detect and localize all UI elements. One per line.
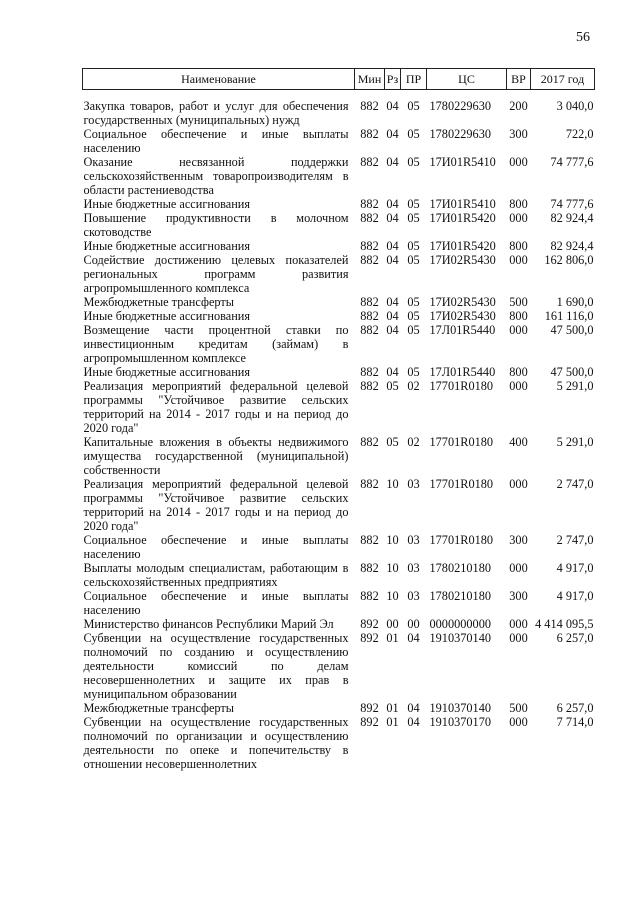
row-amount-cell: 3 040,0	[556, 99, 594, 113]
row-pr-cell: 04	[407, 715, 420, 729]
row-name-cell: Содействие достижению целевых показателей региональных программ развития агропромышленного комплекса	[83, 253, 349, 295]
row-pr-cell: 05	[407, 127, 420, 141]
row-pr-cell: 05	[407, 155, 420, 169]
row-pr-cell: 05	[407, 211, 420, 225]
row-name-cell: Социальное обеспечение и иные выплаты населению	[83, 589, 349, 617]
row-amount-cell: 6 257,0	[556, 701, 594, 715]
row-name-cell: Повышение продуктивности в молочном скотоводстве	[83, 211, 349, 239]
row-pr-cell: 05	[407, 323, 420, 337]
row-vr-cell: 800	[509, 239, 528, 253]
row-rz-cell: 00	[386, 617, 399, 631]
row-min-cell: 882	[360, 211, 379, 225]
row-amount-cell: 47 500,0	[550, 365, 594, 379]
row-rz-cell: 04	[386, 127, 399, 141]
row-min-cell: 882	[360, 253, 379, 267]
row-vr-cell: 300	[509, 127, 528, 141]
row-amount-cell: 4 917,0	[556, 561, 594, 575]
table-row	[83, 701, 595, 715]
header-year: 2017 год	[531, 69, 595, 90]
row-vr-cell: 000	[509, 211, 528, 225]
table-row	[83, 365, 595, 379]
row-cs-cell: 17Л01R5440	[429, 323, 496, 337]
row-vr-cell: 000	[509, 477, 528, 491]
row-vr-cell: 000	[509, 253, 528, 267]
row-vr-cell: 000	[509, 561, 528, 575]
row-min-cell: 882	[360, 99, 379, 113]
row-vr-cell: 800	[509, 197, 528, 211]
header-cs: ЦС	[427, 69, 507, 90]
table-row	[83, 90, 595, 128]
row-vr-cell: 000	[509, 631, 528, 645]
row-vr-cell: 000	[509, 715, 528, 729]
row-cs-cell: 17И01R5420	[429, 239, 496, 253]
row-min-cell: 882	[360, 379, 379, 393]
row-rz-cell: 10	[386, 589, 399, 603]
row-rz-cell: 01	[386, 701, 399, 715]
row-rz-cell: 04	[386, 323, 399, 337]
row-amount-cell: 722,0	[565, 127, 594, 141]
row-cs-cell: 17И01R5410	[429, 155, 496, 169]
row-vr-cell: 800	[509, 365, 528, 379]
row-cs-cell: 17701R0180	[429, 533, 494, 547]
table-row	[83, 127, 595, 155]
row-name-cell: Межбюджетные трансферты	[83, 295, 235, 309]
row-rz-cell: 01	[386, 715, 399, 729]
row-min-cell: 892	[360, 715, 379, 729]
row-name-cell: Реализация мероприятий федеральной целевой программы "Устойчивое развитие сельских территорий на 2014 - 2017 годы и на период до 2020 года"	[83, 477, 349, 533]
row-name-cell: Иные бюджетные ассигнования	[83, 197, 251, 211]
table-row	[83, 435, 595, 477]
row-pr-cell: 04	[407, 631, 420, 645]
row-name-cell: Оказание несвязанной поддержки сельскохозяйственным товаропроизводителям в области растениеводства	[83, 155, 349, 197]
table-row	[83, 379, 595, 435]
row-vr-cell: 800	[509, 309, 528, 323]
table-row	[83, 715, 595, 771]
row-amount-cell: 7 714,0	[556, 715, 594, 729]
table-body	[83, 90, 595, 772]
table-row	[83, 197, 595, 211]
page-number: 56	[576, 30, 590, 45]
row-cs-cell: 1910370140	[429, 631, 491, 645]
row-pr-cell: 00	[407, 617, 420, 631]
row-rz-cell: 05	[386, 435, 399, 449]
row-min-cell: 882	[360, 127, 379, 141]
row-vr-cell: 200	[509, 99, 528, 113]
table-row	[83, 533, 595, 561]
row-cs-cell: 1780229630	[429, 127, 491, 141]
row-amount-cell: 82 924,4	[550, 211, 594, 225]
row-cs-cell: 17И02R5430	[429, 253, 496, 267]
row-amount-cell: 1 690,0	[556, 295, 594, 309]
row-cs-cell: 17И01R5420	[429, 211, 496, 225]
row-rz-cell: 05	[386, 379, 399, 393]
row-rz-cell: 04	[386, 239, 399, 253]
row-pr-cell: 03	[407, 561, 420, 575]
header-min: Мин	[355, 69, 385, 90]
row-name-cell: Иные бюджетные ассигнования	[83, 309, 251, 323]
row-min-cell: 882	[360, 155, 379, 169]
row-pr-cell: 05	[407, 253, 420, 267]
row-min-cell: 882	[360, 589, 379, 603]
table-row	[83, 211, 595, 239]
row-amount-cell: 82 924,4	[550, 239, 594, 253]
row-min-cell: 882	[360, 365, 379, 379]
row-amount-cell: 6 257,0	[556, 631, 594, 645]
table-row	[83, 589, 595, 617]
row-cs-cell: 17И02R5430	[429, 309, 496, 323]
row-name-cell: Социальное обеспечение и иные выплаты населению	[83, 533, 349, 561]
row-min-cell: 882	[360, 295, 379, 309]
row-name-cell: Субвенции на осуществление государственных полномочий по организации и осуществлению деятельности по опеке и попечительству в отношении несовершеннолетних	[83, 715, 349, 771]
table-row	[83, 477, 595, 533]
row-min-cell: 882	[360, 435, 379, 449]
row-vr-cell: 300	[509, 533, 528, 547]
row-name-cell: Межбюджетные трансферты	[83, 701, 235, 715]
row-vr-cell: 000	[509, 617, 528, 631]
row-name-cell: Иные бюджетные ассигнования	[83, 365, 251, 379]
row-pr-cell: 03	[407, 533, 420, 547]
row-cs-cell: 1910370170	[429, 715, 491, 729]
row-pr-cell: 03	[407, 589, 420, 603]
row-min-cell: 882	[360, 197, 379, 211]
row-cs-cell: 17701R0180	[429, 477, 494, 491]
row-vr-cell: 500	[509, 701, 528, 715]
row-pr-cell: 05	[407, 309, 420, 323]
row-cs-cell: 0000000000	[429, 617, 491, 631]
row-min-cell: 892	[360, 701, 379, 715]
table-row	[83, 561, 595, 589]
row-name-cell: Социальное обеспечение и иные выплаты населению	[83, 127, 349, 155]
row-vr-cell: 300	[509, 589, 528, 603]
row-vr-cell: 000	[509, 323, 528, 337]
row-name-cell: Реализация мероприятий федеральной целевой программы "Устойчивое развитие сельских территорий на 2014 - 2017 годы и на период до 2020 года"	[83, 379, 349, 435]
row-rz-cell: 10	[386, 477, 399, 491]
row-amount-cell: 74 777,6	[550, 197, 594, 211]
row-name-cell: Закупка товаров, работ и услуг для обеспечения государственных (муниципальных) нужд	[83, 99, 349, 127]
row-amount-cell: 5 291,0	[556, 379, 594, 393]
table-row	[83, 253, 595, 295]
table-row	[83, 239, 595, 253]
row-amount-cell: 4 414 095,5	[535, 617, 594, 631]
row-min-cell: 882	[360, 561, 379, 575]
row-cs-cell: 1780210180	[429, 561, 491, 575]
row-pr-cell: 02	[407, 379, 420, 393]
row-rz-cell: 01	[386, 631, 399, 645]
row-cs-cell: 17Л01R5440	[429, 365, 496, 379]
table-row	[83, 295, 595, 309]
row-cs-cell: 17И01R5410	[429, 197, 496, 211]
row-rz-cell: 04	[386, 309, 399, 323]
row-amount-cell: 47 500,0	[550, 323, 594, 337]
row-pr-cell: 05	[407, 295, 420, 309]
row-cs-cell: 17И02R5430	[429, 295, 496, 309]
row-rz-cell: 04	[386, 197, 399, 211]
row-amount-cell: 2 747,0	[556, 533, 594, 547]
row-vr-cell: 500	[509, 295, 528, 309]
row-rz-cell: 10	[386, 533, 399, 547]
row-amount-cell: 5 291,0	[556, 435, 594, 449]
row-name-cell: Субвенции на осуществление государственных полномочий по созданию и осуществлению деятельности комиссий по делам несовершеннолетних и защите их прав в муниципальном образовании	[83, 631, 349, 701]
row-vr-cell: 000	[509, 155, 528, 169]
row-cs-cell: 1780229630	[429, 99, 491, 113]
row-min-cell: 882	[360, 533, 379, 547]
row-cs-cell: 17701R0180	[429, 379, 494, 393]
row-rz-cell: 04	[386, 365, 399, 379]
table-row	[83, 323, 595, 365]
budget-table	[82, 68, 595, 771]
header-vr: ВР	[507, 69, 531, 90]
row-min-cell: 882	[360, 309, 379, 323]
row-amount-cell: 4 917,0	[556, 589, 594, 603]
row-pr-cell: 05	[407, 239, 420, 253]
row-cs-cell: 1780210180	[429, 589, 491, 603]
row-name-cell: Возмещение части процентной ставки по инвестиционным кредитам (займам) в агропромышленном комплексе	[83, 323, 349, 365]
table-header-row	[83, 69, 595, 90]
row-vr-cell: 000	[509, 379, 528, 393]
row-cs-cell: 1910370140	[429, 701, 491, 715]
row-rz-cell: 04	[386, 211, 399, 225]
table-row	[83, 617, 595, 631]
row-pr-cell: 03	[407, 477, 420, 491]
row-pr-cell: 02	[407, 435, 420, 449]
table-row	[83, 631, 595, 701]
table-row	[83, 155, 595, 197]
row-rz-cell: 10	[386, 561, 399, 575]
row-rz-cell: 04	[386, 253, 399, 267]
row-pr-cell: 04	[407, 701, 420, 715]
row-rz-cell: 04	[386, 155, 399, 169]
row-pr-cell: 05	[407, 197, 420, 211]
row-amount-cell: 162 806,0	[544, 253, 594, 267]
row-vr-cell: 400	[509, 435, 528, 449]
row-name-cell: Капитальные вложения в объекты недвижимого имущества государственной (муниципальной) собственности	[83, 435, 349, 477]
row-min-cell: 882	[360, 323, 379, 337]
row-pr-cell: 05	[407, 365, 420, 379]
row-rz-cell: 04	[386, 295, 399, 309]
row-cs-cell: 17701R0180	[429, 435, 494, 449]
row-amount-cell: 2 747,0	[556, 477, 594, 491]
row-min-cell: 892	[360, 617, 379, 631]
header-name: Наименование	[83, 69, 355, 90]
header-pr: ПР	[401, 69, 427, 90]
row-min-cell: 892	[360, 631, 379, 645]
row-rz-cell: 04	[386, 99, 399, 113]
row-name-cell: Министерство финансов Республики Марий Эл	[83, 617, 334, 631]
table-row	[83, 309, 595, 323]
row-min-cell: 882	[360, 477, 379, 491]
row-name-cell: Выплаты молодым специалистам, работающим в сельскохозяйственных предприятиях	[83, 561, 349, 589]
row-amount-cell: 161 116,0	[544, 309, 594, 323]
row-min-cell: 882	[360, 239, 379, 253]
row-name-cell: Иные бюджетные ассигнования	[83, 239, 251, 253]
header-rz: Рз	[385, 69, 401, 90]
row-pr-cell: 05	[407, 99, 420, 113]
row-amount-cell: 74 777,6	[550, 155, 594, 169]
